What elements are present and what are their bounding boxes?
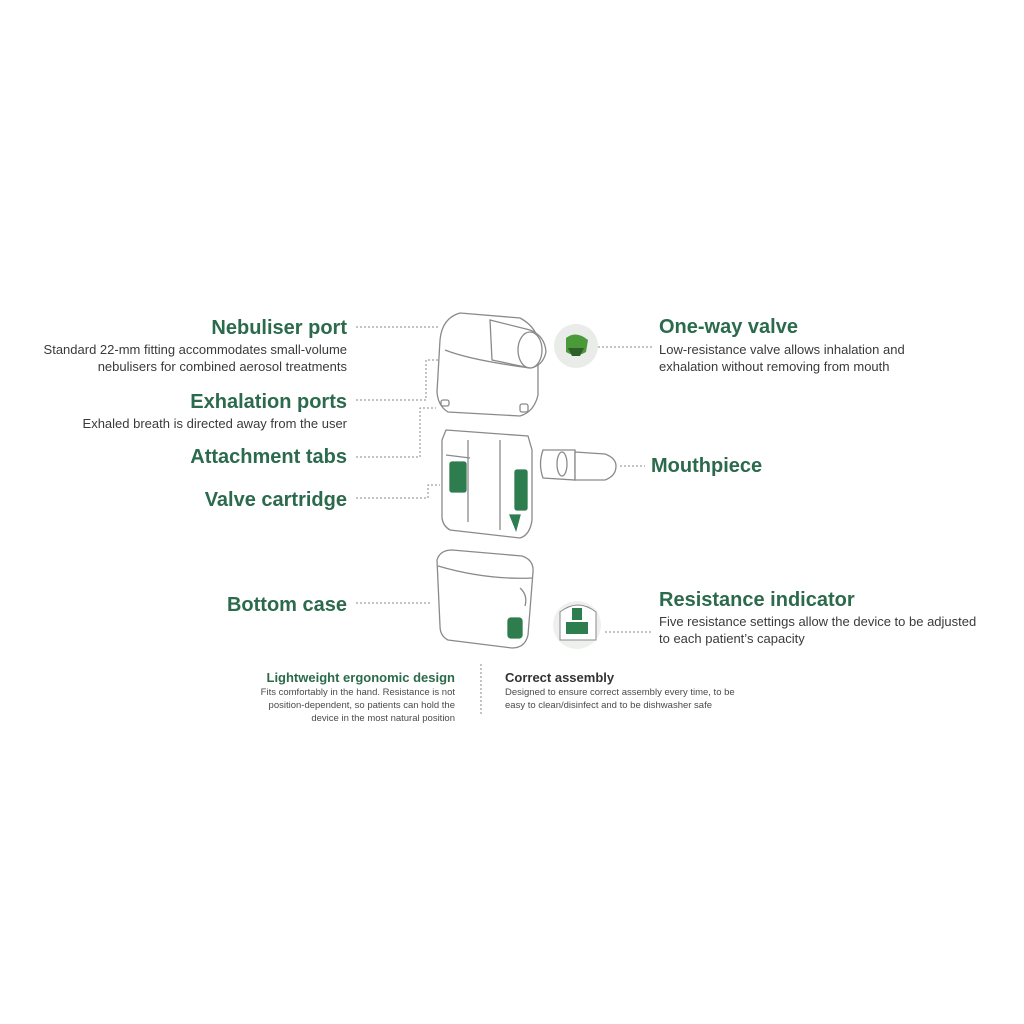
resistance-indicator-desc-line1: Five resistance settings allow the device to be adjusted [659, 614, 977, 629]
bottom-case-title: Bottom case [226, 594, 347, 616]
correct-assembly-line2: easy to clean/disinfect and to be dishwasher safe [505, 700, 713, 711]
bottom-case-part [437, 550, 533, 648]
correct-assembly-title: Correct assembly [505, 670, 615, 685]
valve-cartridge-part [442, 430, 532, 538]
resistance-indicator-part [553, 601, 601, 649]
leader-attachment-tabs [356, 408, 436, 457]
one-way-valve-title: One-way valve [659, 316, 798, 338]
nebuliser-port-desc-line1: Standard 22-mm fitting accommodates small-volume [43, 342, 347, 357]
one-way-valve-desc-line2: exhalation without removing from mouth [659, 359, 890, 374]
correct-assembly-line1: Designed to ensure correct assembly every time, to be [505, 687, 735, 698]
resistance-indicator-desc-line2: to each patient’s capacity [659, 631, 805, 646]
nebuliser-port-desc-line2: nebulisers for combined aerosol treatments [97, 359, 347, 374]
exhalation-ports-desc: Exhaled breath is directed away from the user [82, 416, 347, 431]
top-housing-part [437, 313, 546, 416]
resistance-indicator-title: Resistance indicator [659, 589, 855, 611]
ergonomic-design-title: Lightweight ergonomic design [266, 670, 455, 685]
one-way-valve-part [554, 324, 598, 368]
ergonomic-design-line1: Fits comfortably in the hand. Resistance is not [260, 687, 455, 698]
mouthpiece-part [541, 450, 617, 480]
one-way-valve-desc-line1: Low-resistance valve allows inhalation and [659, 342, 905, 357]
mouthpiece-title: Mouthpiece [651, 455, 763, 477]
valve-cartridge-title: Valve cartridge [204, 489, 347, 511]
ergonomic-design-line2: position-dependent, so patients can hold the [268, 700, 455, 711]
exhalation-ports-title: Exhalation ports [190, 391, 347, 413]
ergonomic-design-line3: device in the most natural position [311, 713, 455, 724]
leader-valve-cartridge [356, 485, 440, 498]
attachment-tabs-title: Attachment tabs [190, 446, 347, 468]
leader-exhalation-ports [356, 360, 440, 400]
nebuliser-port-title: Nebuliser port [211, 317, 347, 339]
